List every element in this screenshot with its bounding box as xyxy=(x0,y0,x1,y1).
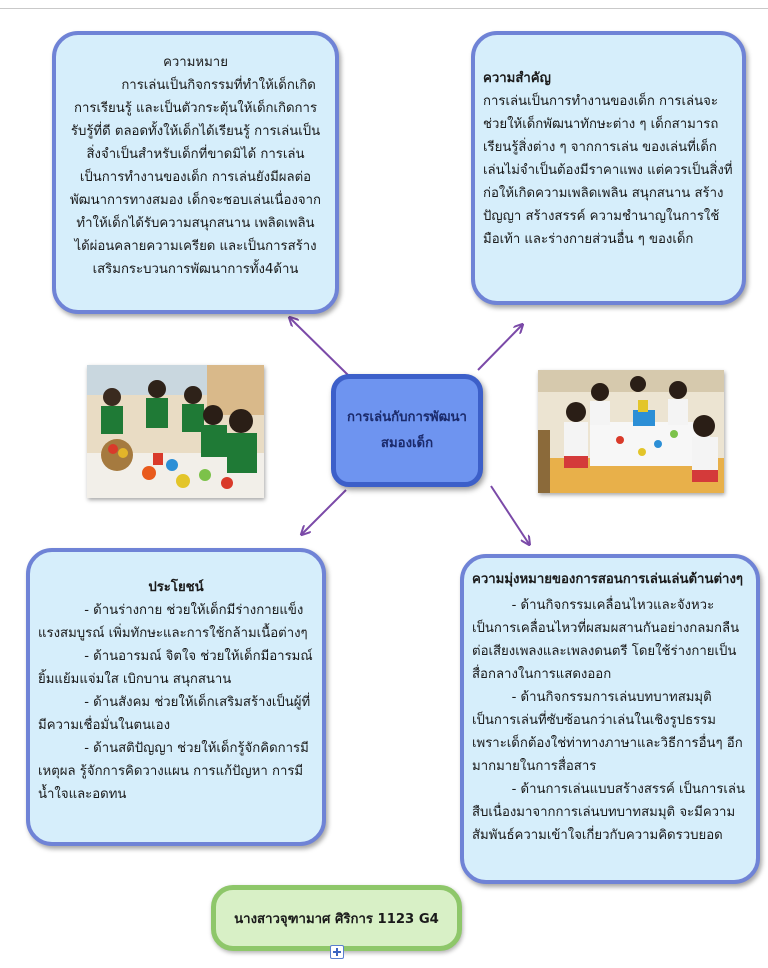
benefits-topic[interactable] xyxy=(26,548,326,846)
meaning-topic[interactable] xyxy=(52,31,339,314)
importance-title: ความสำคัญ xyxy=(483,71,551,86)
arrow-to-meaning xyxy=(290,318,348,375)
expand-topic-button[interactable] xyxy=(330,945,344,959)
children-playing-photo-right xyxy=(538,370,724,493)
aim-movement: - ด้านกิจกรรมเคลื่อนไหวและจังหวะ เป็นการเคลื่อนไหวที่ผสมผสานกันอย่างกลมกลืนต่อเสียงเพลงและเพลงดนตรี โดยใช้ร่างกายเป็นสื่อกลางในการแสดงออก xyxy=(472,598,740,682)
author-label: นางสาวจุฑามาศ ศิริการ 1123 G4 xyxy=(234,911,439,927)
aims-topic[interactable] xyxy=(460,554,760,884)
top-divider xyxy=(0,8,768,9)
central-topic[interactable] xyxy=(331,374,483,487)
central-topic-label: การเล่นกับการพัฒนาสมองเด็ก xyxy=(347,409,467,451)
meaning-title: ความหมาย xyxy=(163,55,228,70)
aim-role-play: - ด้านกิจกรรมการเล่นบทบาทสมมุติ เป็นการเล่นที่ซับซ้อนกว่าเล่นในเชิงรูปธรรม เพราะเด็กต้องใช่ท่าทางภาษาและวิธีการอื่นๆ อีกมากมายในการสื่อสาร xyxy=(472,690,743,774)
arrow-to-importance xyxy=(478,325,522,370)
aims-title: ความมุ่งหมายของการสอนการเล่นเล่นต้านต่างๆ xyxy=(472,572,743,587)
benefit-emotional: - ด้านอารมณ์ จิตใจ ช่วยให้เด็กมีอารมณ์ยิ้มแย้มแจ่มใส เบิกบาน สนุกสนาน xyxy=(38,649,313,687)
meaning-text: การเล่นเป็นกิจกรรมที่ทำให้เด็กเกิดการเรียนรู้ และเป็นตัวกระตุ้นให้เด็กเกิดการรับรู้ที่ดี ตลอดทั้งให้เด็กได้เรียนรู้ การเล่นเป็นสิ่งจำเป็นสำหรับเด็กที่ขาดมิได้ การเล่นเป็นการทำงานของเด็ก การเล่นยังมีผลต่อพัฒนาการทางสมอง เด็กจะชอบเล่นเนื่องจาก ทำให้เด็กได้รับความสนุกสนาน เพลิดเพลิน ได้ผ่อนคลายความเครียด และเป็นการสร้างเสริมกระบวนการพัฒนาการทั้ง4ด้าน xyxy=(69,78,322,277)
benefits-title: ประโยชน์ xyxy=(148,580,204,595)
author-topic[interactable] xyxy=(211,885,462,951)
arrow-to-benefits xyxy=(302,490,346,534)
aim-creative: - ด้านการเล่นแบบสร้างสรรค์ เป็นการเล่นสืบเนื่องมาจากการเล่นบทบาทสมมุติ จะมีความสัมพันธ์ความเข้าใจเกี่ยวกับความคิดรวบยอด xyxy=(472,782,746,843)
arrow-to-aims xyxy=(491,486,529,544)
importance-text: การเล่นเป็นการทำงานของเด็ก การเล่นจะช่วยให้เด็กพัฒนาทักษะต่าง ๆ เด็กสามารถเรียนรู้สิ่งต่าง ๆ จากการเล่น ของเล่นที่เด็กเล่นไม่จำเป็นต้องมีราคาแพง แต่ควรเป็นสิ่งที่ก่อให้เกิดความเพลิดเพลิน สนุกสนาน สร้างปัญญา สร้างสรรค์ ความชำนาญในการใช้มือเท้า และร่างกายส่วนอื่น ๆ ของเด็ก xyxy=(483,94,733,247)
benefit-physical: - ด้านร่างกาย ช่วยให้เด็กมีร่างกายแข็งแรงสมบูรณ์ เพิ่มทักษะและการใช้กล้ามเนื้อต่างๆ xyxy=(38,603,308,641)
importance-topic[interactable] xyxy=(471,31,746,305)
benefit-social: - ด้านสังคม ช่วยให้เด็กเสริมสร้างเป็นผู้ที่มีความเชื่อมั่นในตนเอง xyxy=(38,695,311,733)
children-playing-photo-left xyxy=(87,365,264,498)
benefit-intellectual: - ด้านสติปัญญา ช่วยให้เด็กรู้จักคิดการมีเหตุผล รู้จักการคิดวางแผน การแก้ปัญหา การมีน้ำใจและอดทน xyxy=(38,741,309,802)
